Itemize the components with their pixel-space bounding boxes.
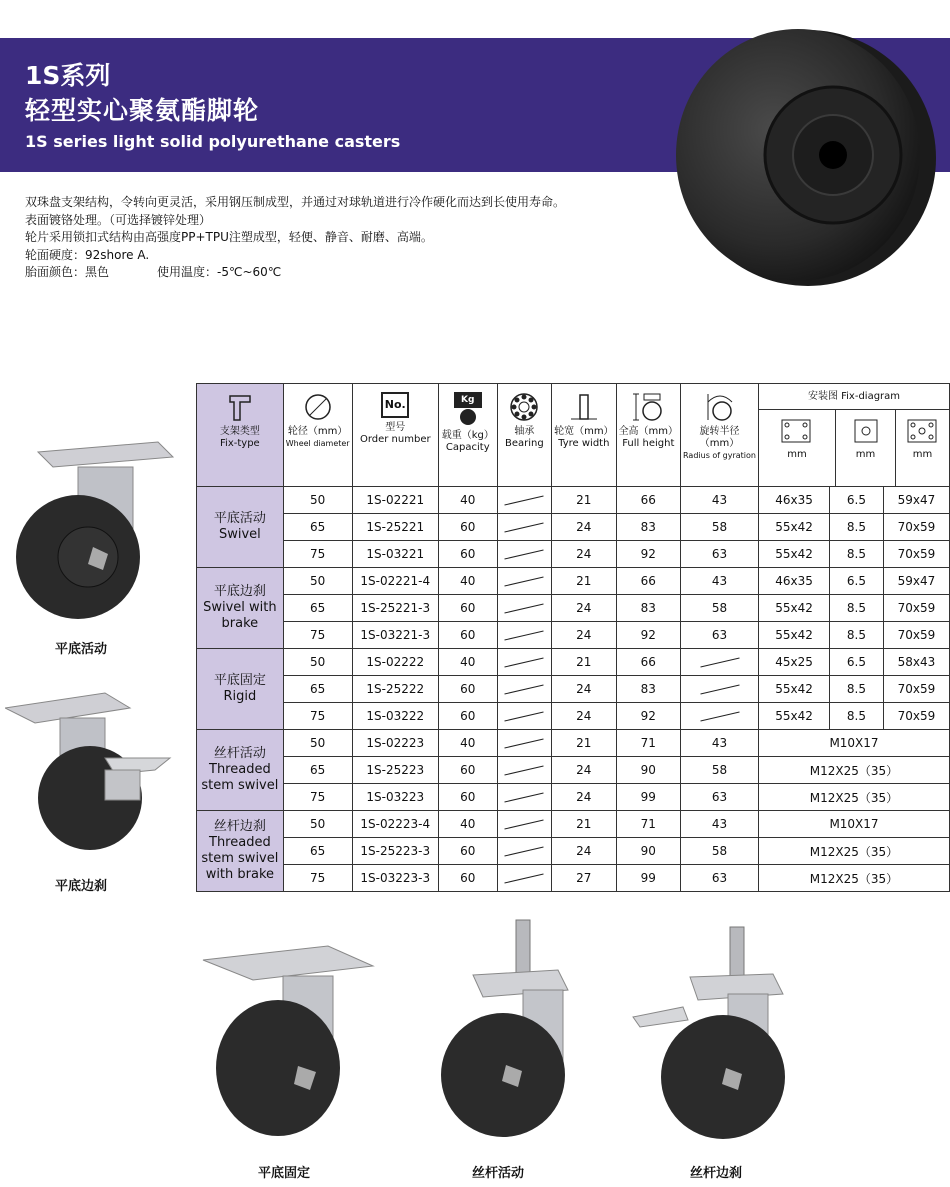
table-cell: 1S-25221-3 (352, 595, 438, 622)
gyration-icon (704, 392, 736, 422)
dash-mark (505, 712, 544, 722)
type-cell: 平底固定 Rigid (197, 649, 284, 730)
table-cell: 40 (438, 568, 497, 595)
description (25, 194, 565, 282)
threaded-caster-image (428, 915, 578, 1145)
table-row (197, 514, 950, 541)
table-cell: 1S-25223 (352, 757, 438, 784)
table-cell: M12X25（35） (759, 838, 950, 865)
table-cell: 65 (283, 595, 352, 622)
not-applicable-cell (497, 811, 551, 838)
table-cell: 99 (616, 784, 680, 811)
table-cell: 55x42 (759, 514, 830, 541)
not-applicable-cell (497, 838, 551, 865)
table-cell: 90 (616, 838, 680, 865)
table-cell: 70x59 (883, 676, 949, 703)
table-cell: 90 (616, 757, 680, 784)
not-applicable-cell (497, 784, 551, 811)
table-cell: 24 (552, 757, 616, 784)
table-cell: 65 (283, 514, 352, 541)
product-title-cn: 轻型实心聚氨酯脚轮 (25, 96, 260, 125)
table-cell: 27 (552, 865, 616, 892)
table-cell: 50 (283, 487, 352, 514)
table-row (197, 703, 950, 730)
header-capacity: Kg 载重（kg） Capacity (438, 384, 497, 487)
table-cell: 60 (438, 838, 497, 865)
dash-mark (505, 631, 544, 641)
desc-line: 胎面颜色：黑色 使用温度：-5℃~60℃ (25, 265, 282, 279)
dash-mark (505, 658, 544, 668)
table-cell: M10X17 (759, 730, 950, 757)
table-cell: 43 (681, 487, 759, 514)
dash-mark (505, 523, 544, 533)
table-cell: 59x47 (883, 568, 949, 595)
type-cell: 平底边刹 Swivel with brake (197, 568, 284, 649)
type-cell: 平底活动 Swivel (197, 487, 284, 568)
desc-line: 轮片采用锁扣式结构由高强度PP+TPU注塑成型，轻便、静音、耐磨、高端。 (25, 230, 433, 244)
not-applicable-cell (497, 757, 551, 784)
not-applicable-cell (497, 622, 551, 649)
table-cell: 60 (438, 784, 497, 811)
table-cell: 58 (681, 595, 759, 622)
header-full-height: 全高（mm） Full height (616, 384, 680, 487)
not-applicable-cell (497, 514, 551, 541)
desc-line: 轮面硬度：92shore A. (25, 247, 150, 262)
header-wheel-diameter: 轮径（mm） Wheel diameter (283, 384, 352, 487)
table-cell: 46x35 (759, 568, 830, 595)
rigid-caster-image (198, 938, 378, 1138)
table-cell: 66 (616, 649, 680, 676)
table-cell: 99 (616, 865, 680, 892)
table-cell: 92 (616, 622, 680, 649)
table-cell: 1S-25222 (352, 676, 438, 703)
table-cell: 1S-02221-4 (352, 568, 438, 595)
table-cell: 60 (438, 514, 497, 541)
table-cell: 83 (616, 595, 680, 622)
table-cell: 75 (283, 865, 352, 892)
not-applicable-cell (497, 649, 551, 676)
table-cell: 43 (681, 568, 759, 595)
not-applicable-cell (497, 595, 551, 622)
table-cell: 58 (681, 838, 759, 865)
dash-mark (505, 874, 544, 884)
diameter-icon (303, 392, 333, 422)
mounting-hole-icon (851, 418, 881, 446)
table-cell: 24 (552, 784, 616, 811)
header-fix-diagram: 安装图 Fix-diagram mm mm mm (759, 384, 950, 487)
threaded-brake-caster-image (628, 922, 808, 1147)
not-applicable-cell (497, 541, 551, 568)
dash-mark (505, 766, 544, 776)
header-order-number: No. 型号 Order number (352, 384, 438, 487)
table-cell: 70x59 (883, 514, 949, 541)
table-cell: 43 (681, 730, 759, 757)
table-cell: 63 (681, 865, 759, 892)
table-cell: 75 (283, 622, 352, 649)
table-cell: 24 (552, 676, 616, 703)
table-cell: 8.5 (830, 622, 884, 649)
table-cell: 60 (438, 541, 497, 568)
table-cell: 24 (552, 838, 616, 865)
table-cell: 8.5 (830, 703, 884, 730)
caption-swivel: 平底活动 (55, 642, 108, 657)
table-cell: 60 (438, 622, 497, 649)
not-applicable-cell (497, 676, 551, 703)
table-cell: 58x43 (883, 649, 949, 676)
table-cell: 59x47 (883, 487, 949, 514)
dash-mark (505, 685, 544, 695)
table-row (197, 730, 950, 757)
bearing-icon (509, 392, 539, 422)
table-cell: 65 (283, 757, 352, 784)
swivel-caster-image (8, 432, 176, 622)
table-cell: 1S-25221 (352, 514, 438, 541)
order-number-icon: No. (381, 392, 409, 418)
tyre-width-icon (569, 392, 599, 422)
table-cell: 24 (552, 514, 616, 541)
not-applicable-cell (497, 730, 551, 757)
caption-threaded-brake: 丝杆边刹 (690, 1166, 743, 1181)
header-gyration: 旋转半径 （mm） Radius of gyration (681, 384, 759, 487)
not-applicable-cell (681, 703, 759, 730)
table-cell: 75 (283, 541, 352, 568)
table-cell: 43 (681, 811, 759, 838)
mounting-plate-icon (906, 418, 940, 446)
table-row (197, 757, 950, 784)
table-cell: 71 (616, 811, 680, 838)
table-cell: 92 (616, 703, 680, 730)
table-row (197, 838, 950, 865)
table-cell: 60 (438, 757, 497, 784)
table-cell: 1S-03222 (352, 703, 438, 730)
table-cell: 55x42 (759, 676, 830, 703)
table-cell: 8.5 (830, 676, 884, 703)
table-row (197, 784, 950, 811)
table-cell: 60 (438, 595, 497, 622)
table-cell: 66 (616, 568, 680, 595)
wheel-load-icon (453, 408, 483, 426)
hero-wheel-image (668, 20, 938, 290)
table-cell: 46x35 (759, 487, 830, 514)
dash-mark (505, 820, 544, 830)
table-cell: 21 (552, 487, 616, 514)
table-cell: 70x59 (883, 622, 949, 649)
table-cell: 8.5 (830, 514, 884, 541)
table-cell: 70x59 (883, 541, 949, 568)
table-cell: 50 (283, 649, 352, 676)
table-cell: 21 (552, 811, 616, 838)
table-cell: 92 (616, 541, 680, 568)
table-cell: 50 (283, 811, 352, 838)
bracket-icon (226, 392, 254, 422)
dash-mark (700, 658, 739, 668)
caption-rigid: 平底固定 (258, 1166, 311, 1181)
table-cell: 50 (283, 568, 352, 595)
table-row (197, 676, 950, 703)
table-cell: 60 (438, 676, 497, 703)
table-cell: 70x59 (883, 703, 949, 730)
not-applicable-cell (497, 568, 551, 595)
table-cell: 21 (552, 730, 616, 757)
table-cell: M12X25（35） (759, 784, 950, 811)
table-cell: 1S-02223 (352, 730, 438, 757)
table-cell: 6.5 (830, 487, 884, 514)
table-cell: 66 (616, 487, 680, 514)
dash-mark (505, 550, 544, 560)
series-title: 1S系列 (25, 61, 111, 90)
table-cell: 55x42 (759, 595, 830, 622)
table-cell: 63 (681, 784, 759, 811)
table-cell: M12X25（35） (759, 757, 950, 784)
dash-mark (505, 847, 544, 857)
fix-diagram-plate-a: mm (759, 410, 836, 486)
not-applicable-cell (681, 649, 759, 676)
table-cell: 71 (616, 730, 680, 757)
fix-diagram-plate-c: mm (896, 410, 949, 486)
table-cell: 45x25 (759, 649, 830, 676)
table-cell: 75 (283, 784, 352, 811)
table-cell: 1S-03223-3 (352, 865, 438, 892)
table-cell: 21 (552, 649, 616, 676)
not-applicable-cell (497, 865, 551, 892)
table-cell: 40 (438, 649, 497, 676)
table-cell: 1S-02223-4 (352, 811, 438, 838)
table-cell: 50 (283, 730, 352, 757)
table-cell: 58 (681, 514, 759, 541)
table-cell: 70x59 (883, 595, 949, 622)
not-applicable-cell (681, 676, 759, 703)
table-row (197, 622, 950, 649)
caption-threaded: 丝杆活动 (472, 1166, 525, 1181)
table-cell: 8.5 (830, 595, 884, 622)
table-cell: M10X17 (759, 811, 950, 838)
table-cell: 24 (552, 703, 616, 730)
table-row (197, 865, 950, 892)
type-cell: 丝杆活动 Threaded stem swivel (197, 730, 284, 811)
table-cell: 1S-25223-3 (352, 838, 438, 865)
table-cell: 75 (283, 703, 352, 730)
table-row (197, 568, 950, 595)
table-cell: 40 (438, 730, 497, 757)
type-cell: 丝杆边刹 Threaded stem swivel with brake (197, 811, 284, 892)
table-cell: 40 (438, 811, 497, 838)
desc-line: 双珠盘支架结构，令转向更灵活，采用钢压制成型，并通过对球轨道进行冷作硬化而达到长使用寿命。 (25, 195, 566, 209)
dash-mark (505, 739, 544, 749)
table-cell: 24 (552, 541, 616, 568)
table-row (197, 487, 950, 514)
brake-caster-image (5, 688, 175, 868)
table-cell: 8.5 (830, 541, 884, 568)
table-cell: 55x42 (759, 703, 830, 730)
full-height-icon (632, 392, 664, 422)
header-bearing: 轴承 Bearing (497, 384, 551, 487)
table-cell: 40 (438, 487, 497, 514)
table-cell: 24 (552, 622, 616, 649)
table-cell: 24 (552, 595, 616, 622)
table-row (197, 811, 950, 838)
fix-diagram-plate-b: mm (836, 410, 896, 486)
mounting-plate-icon (780, 418, 814, 446)
header-fix-type: 支架类型 Fix-type (197, 384, 284, 487)
table-cell: 55x42 (759, 541, 830, 568)
table-cell: 6.5 (830, 649, 884, 676)
table-cell: 1S-03221 (352, 541, 438, 568)
dash-mark (505, 604, 544, 614)
dash-mark (700, 712, 739, 722)
table-cell: 65 (283, 676, 352, 703)
table-cell: 58 (681, 757, 759, 784)
header-tyre-width: 轮宽（mm） Tyre width (552, 384, 616, 487)
desc-line: 表面镀铬处理。（可选择镀锌处理） (25, 212, 212, 227)
table-cell: 63 (681, 541, 759, 568)
table-cell: 1S-03221-3 (352, 622, 438, 649)
spec-table (196, 383, 950, 892)
weight-icon: Kg (454, 392, 482, 408)
table-cell: 1S-02221 (352, 487, 438, 514)
dash-mark (700, 685, 739, 695)
table-cell: 6.5 (830, 568, 884, 595)
dash-mark (505, 496, 544, 506)
table-row (197, 649, 950, 676)
table-cell: 1S-03223 (352, 784, 438, 811)
table-cell: 60 (438, 703, 497, 730)
dash-mark (505, 577, 544, 587)
product-title-en: 1S series light solid polyurethane casters (25, 132, 401, 151)
table-cell: 65 (283, 838, 352, 865)
not-applicable-cell (497, 487, 551, 514)
dash-mark (505, 793, 544, 803)
table-cell: M12X25（35） (759, 865, 950, 892)
table-cell: 1S-02222 (352, 649, 438, 676)
table-cell: 55x42 (759, 622, 830, 649)
table-cell: 63 (681, 622, 759, 649)
table-cell: 83 (616, 676, 680, 703)
not-applicable-cell (497, 703, 551, 730)
table-row (197, 541, 950, 568)
table-cell: 60 (438, 865, 497, 892)
caption-brake: 平底边刹 (55, 879, 108, 894)
table-cell: 21 (552, 568, 616, 595)
table-cell: 83 (616, 514, 680, 541)
table-row (197, 595, 950, 622)
